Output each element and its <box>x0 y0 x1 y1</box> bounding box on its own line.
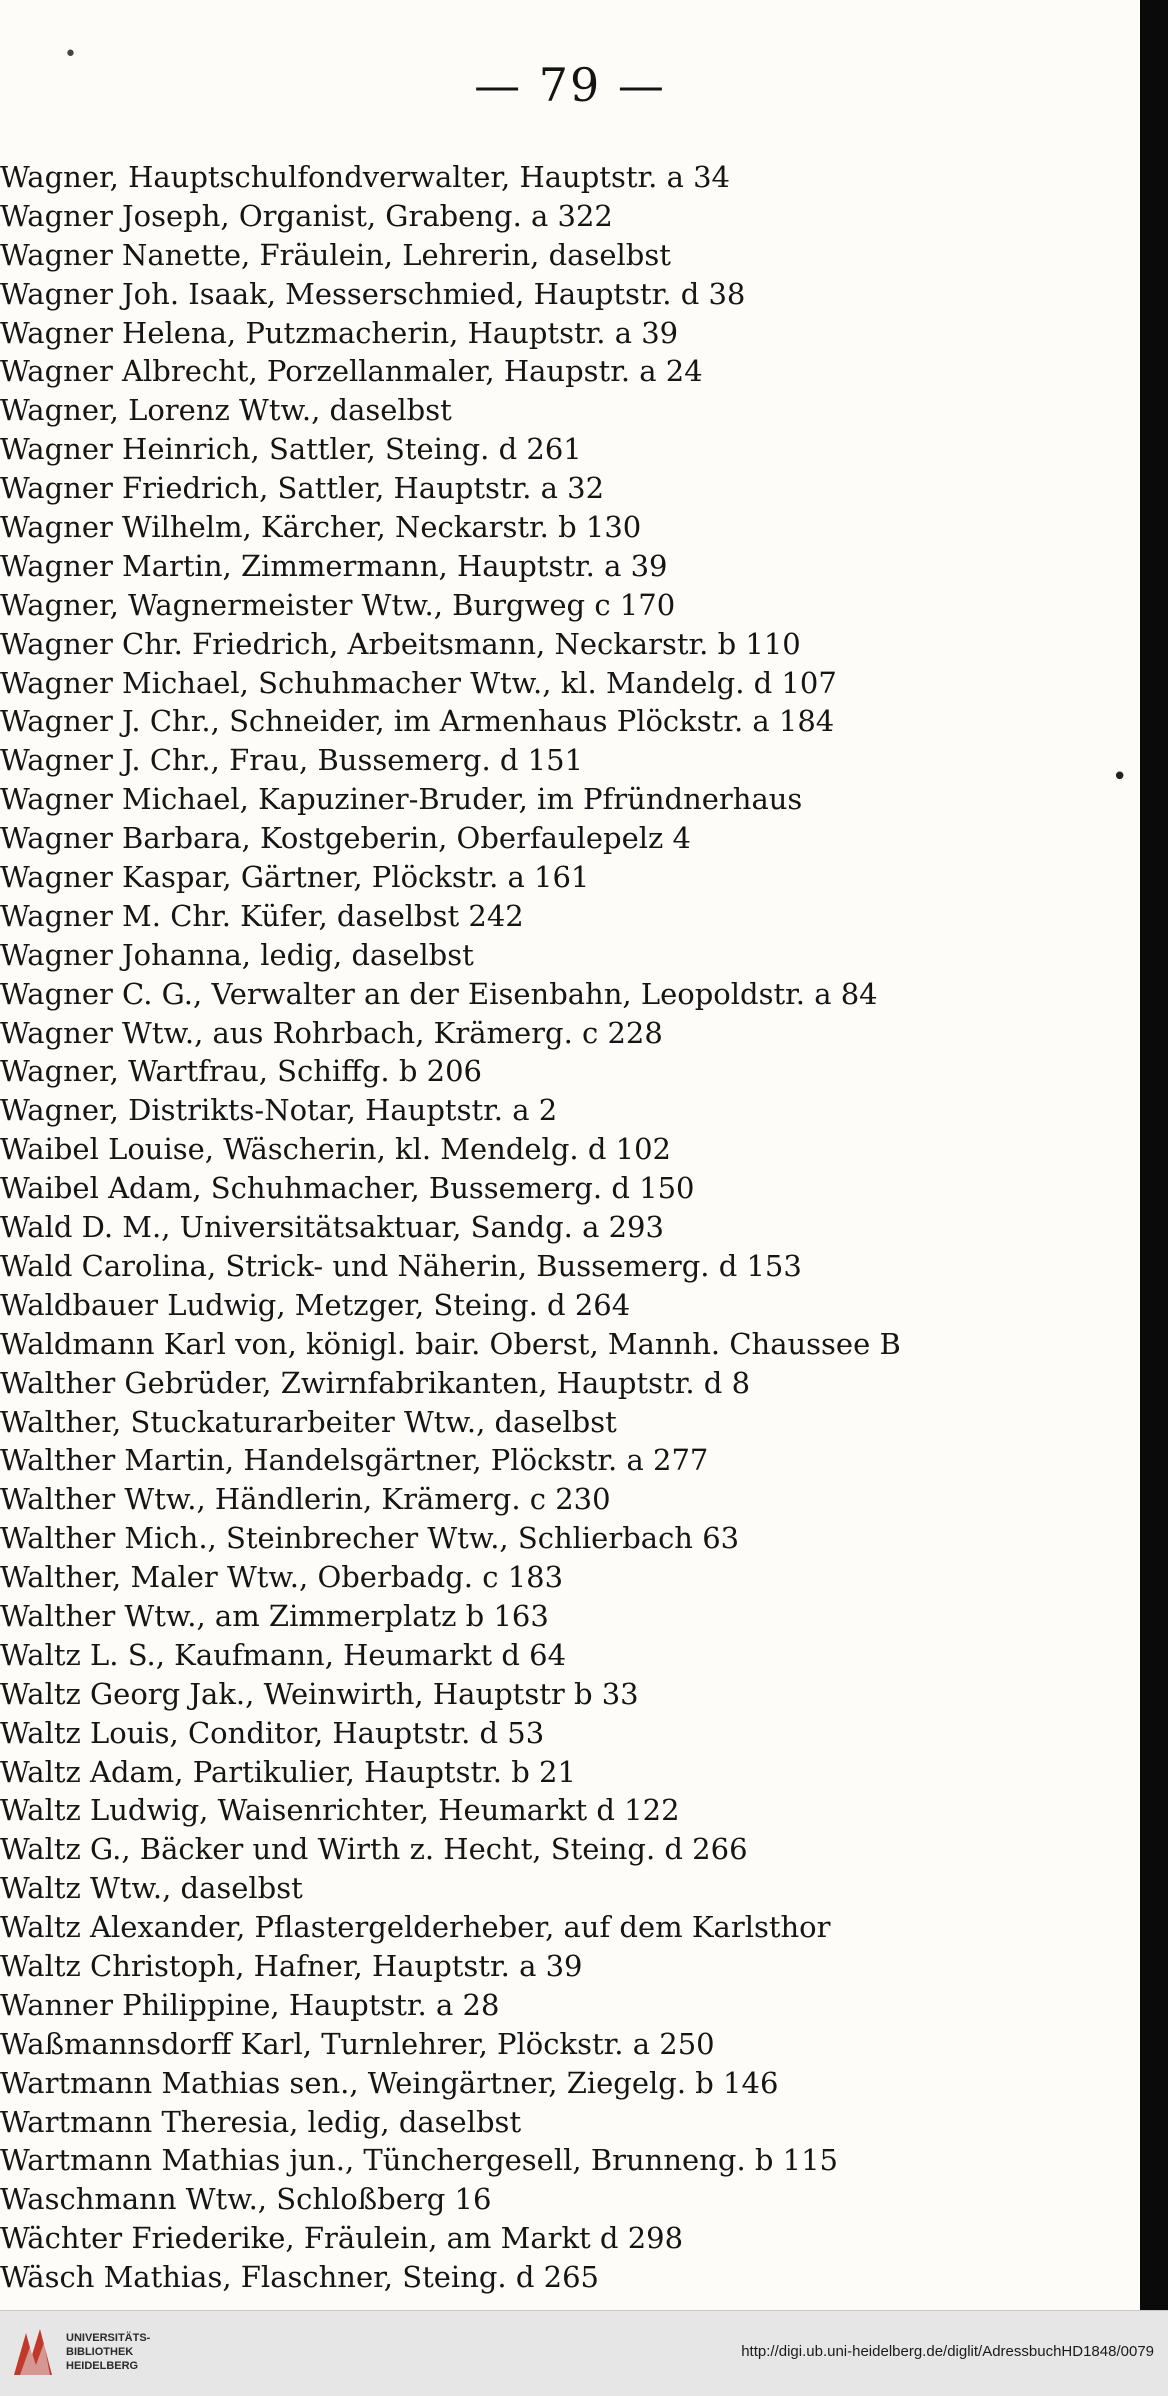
directory-entry: Wartmann Theresia, ledig, daselbst <box>0 2104 522 2139</box>
directory-entry: Wagner Wtw., aus Rohrbach, Krämerg. c 228 <box>0 1015 663 1050</box>
directory-entry: Wanner Philippine, Hauptstr. a 28 <box>0 1987 500 2022</box>
directory-entry: Waltz Wtw., daselbst <box>0 1871 303 1906</box>
directory-entry: Wagner Helena, Putzmacherin, Hauptstr. a 39 <box>0 315 679 350</box>
directory-entry: Wagner Barbara, Kostgeberin, Oberfaulepelz 4 <box>0 821 692 856</box>
directory-entry: Waibel Louise, Wäscherin, kl. Mendelg. d 102 <box>0 1132 671 1167</box>
logo-line: BIBLIOTHEK <box>66 2346 134 2358</box>
directory-entry: Walther Wtw., Händlerin, Krämerg. c 230 <box>0 1482 611 1517</box>
directory-entry: Wagner Heinrich, Sattler, Steing. d 261 <box>0 432 582 467</box>
directory-entry: Waltz Georg Jak., Weinwirth, Hauptstr b 33 <box>0 1676 639 1711</box>
page-speck: • <box>64 42 77 67</box>
footer-bar <box>0 2310 1168 2396</box>
directory-entry: Wagner Joseph, Organist, Grabeng. a 322 <box>0 198 613 233</box>
directory-entry: Wagner M. Chr. Küfer, daselbst 242 <box>0 898 524 933</box>
directory-entry: Waltz Alexander, Pflastergelderheber, auf dem Karlsthor <box>0 1910 831 1945</box>
directory-entry: Waltz Christoph, Hafner, Hauptstr. a 39 <box>0 1948 583 1983</box>
directory-entry: Walther, Stuckaturarbeiter Wtw., daselbst <box>0 1404 617 1439</box>
directory-entry: Wald Carolina, Strick- und Näherin, Bussemerg. d 153 <box>0 1248 802 1283</box>
directory-entry: Wald D. M., Universitätsaktuar, Sandg. a 293 <box>0 1210 664 1245</box>
directory-entry: Walther Gebrüder, Zwirnfabrikanten, Hauptstr. d 8 <box>0 1365 751 1400</box>
directory-entry: Wagner, Wartfrau, Schiffg. b 206 <box>0 1054 482 1089</box>
directory-entry: Wagner Friedrich, Sattler, Hauptstr. a 32 <box>0 471 605 506</box>
page-number: — 79 — <box>474 58 666 112</box>
directory-entry: Wagner, Hauptschulfondverwalter, Hauptstr. a 34 <box>0 160 731 194</box>
directory-entry: Walther Martin, Handelsgärtner, Plöckstr. a 277 <box>0 1443 709 1478</box>
directory-entry: Walther Mich., Steinbrecher Wtw., Schlierbach 63 <box>0 1521 740 1556</box>
directory-entry: Wartmann Mathias sen., Weingärtner, Ziegelg. b 146 <box>0 2065 779 2100</box>
directory-entry: Wächter Friederike, Fräulein, am Markt d 298 <box>0 2221 684 2256</box>
directory-entry: Walther Wtw., am Zimmerplatz b 163 <box>0 1598 549 1633</box>
directory-entry: Wagner Chr. Friedrich, Arbeitsmann, Neckarstr. b 110 <box>0 626 801 661</box>
directory-entry: Waltz L. S., Kaufmann, Heumarkt d 64 <box>0 1637 567 1672</box>
directory-entry: Wagner Michael, Schuhmacher Wtw., kl. Mandelg. d 107 <box>0 665 837 700</box>
directory-entry: Waltz Louis, Conditor, Hauptstr. d 53 <box>0 1715 545 1750</box>
directory-entry: Wagner, Wagnermeister Wtw., Burgweg c 170 <box>0 587 676 622</box>
directory-entry: Waltz Adam, Partikulier, Hauptstr. b 21 <box>0 1754 576 1789</box>
directory-entry: Waldbauer Ludwig, Metzger, Steing. d 264 <box>0 1287 631 1322</box>
directory-entry: Wagner J. Chr., Frau, Bussemerg. d 151 <box>0 743 584 778</box>
directory-entry: Wagner Albrecht, Porzellanmaler, Haupstr. a 24 <box>0 354 703 389</box>
directory-entry: Wagner Joh. Isaak, Messerschmied, Hauptstr. d 38 <box>0 276 746 311</box>
directory-entry: Wartmann Mathias jun., Tünchergesell, Brunneng. b 115 <box>0 2143 839 2178</box>
logo-line: HEIDELBERG <box>66 2360 139 2372</box>
directory-entry: Wagner Nanette, Fräulein, Lehrerin, daselbst <box>0 237 671 272</box>
logo-line: UNIVERSITÄTS- <box>66 2332 151 2344</box>
directory-entry: Waschmann Wtw., Schloßberg 16 <box>0 2182 492 2217</box>
library-logo-text <box>66 2331 150 2373</box>
directory-entry: Waltz G., Bäcker und Wirth z. Hecht, Steing. d 266 <box>0 1832 748 1867</box>
directory-entry: Wagner, Distrikts-Notar, Hauptstr. a 2 <box>0 1093 558 1128</box>
directory-entry: Wagner Johanna, ledig, daselbst <box>0 937 474 972</box>
directory-entry: Wagner Michael, Kapuziner-Bruder, im Pfründnerhaus <box>0 782 803 817</box>
directory-entry: Wagner J. Chr., Schneider, im Armenhaus Plöckstr. a 184 <box>0 704 835 739</box>
margin-speck: • <box>1112 762 1128 792</box>
directory-entry: Wagner Wilhelm, Kärcher, Neckarstr. b 130 <box>0 510 642 545</box>
directory-entry: Wagner Kaspar, Gärtner, Plöckstr. a 161 <box>0 860 590 895</box>
directory-entry: Wagner Martin, Zimmermann, Hauptstr. a 39 <box>0 548 668 583</box>
source-url[interactable]: http://digi.ub.uni-heidelberg.de/diglit/AdressbuchHD1848/0079 <box>741 2343 1154 2360</box>
directory-entry: Waibel Adam, Schuhmacher, Bussemerg. d 150 <box>0 1171 695 1206</box>
directory-entry: Walther, Maler Wtw., Oberbadg. c 183 <box>0 1560 564 1595</box>
library-logo-icon <box>10 2325 56 2379</box>
directory-entry: Wagner C. G., Verwalter an der Eisenbahn, Leopoldstr. a 84 <box>0 976 878 1011</box>
directory-entry: Waldmann Karl von, königl. bair. Oberst, Mannh. Chaussee B <box>0 1326 901 1361</box>
directory-entry: Waltz Ludwig, Waisenrichter, Heumarkt d 122 <box>0 1793 680 1828</box>
directory-entry: Wagner, Lorenz Wtw., daselbst <box>0 393 452 428</box>
directory-entry: Waßmannsdorff Karl, Turnlehrer, Plöckstr. a 250 <box>0 2026 715 2061</box>
scan-border <box>1140 0 1168 2310</box>
directory-entry: Wäsch Mathias, Flaschner, Steing. d 265 <box>0 2260 600 2295</box>
directory-entries <box>0 158 1120 2297</box>
